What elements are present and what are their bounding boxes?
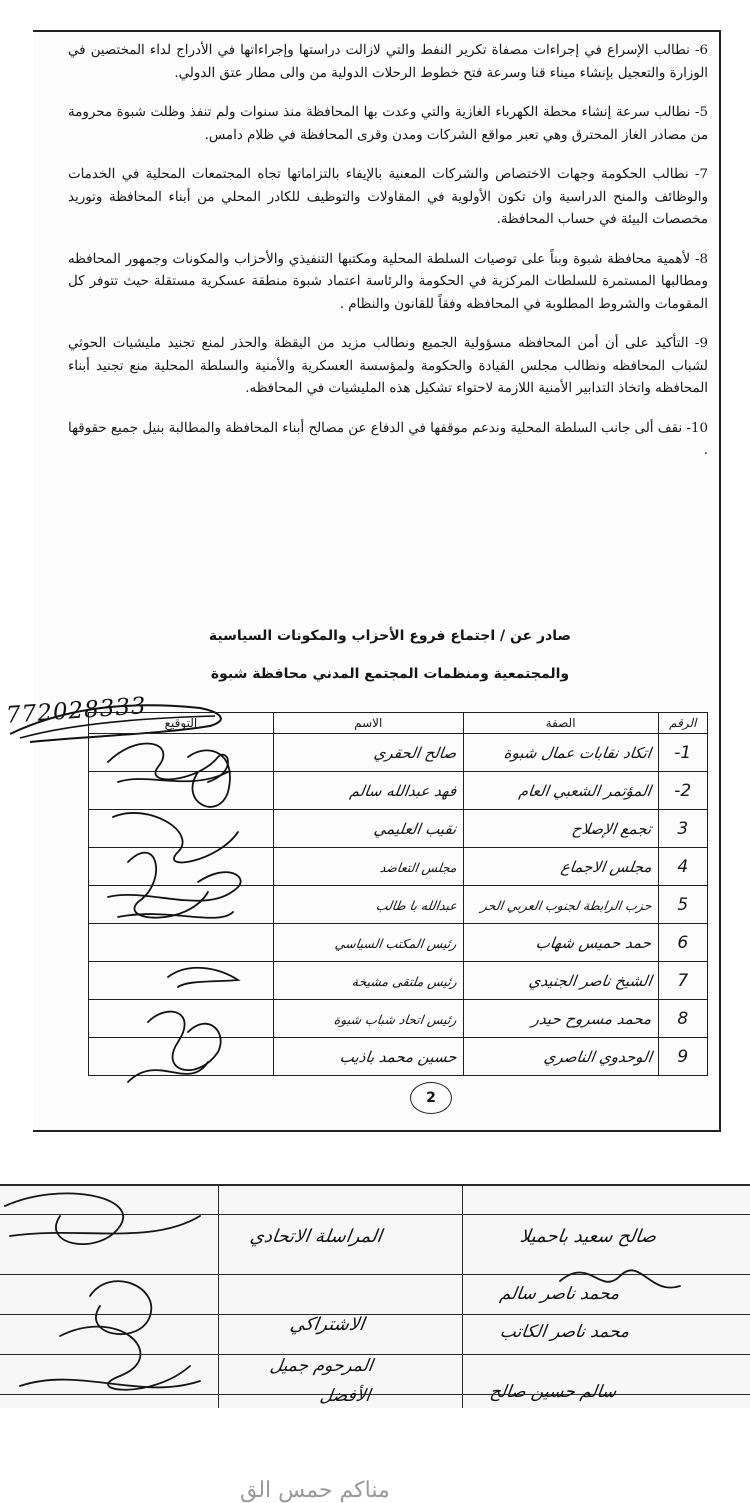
paragraph-7: 7- نطالب الحكومة وجهات الاختصاص والشركات المعنية بالإيفاء بالتزاماتها تجاه المجتمعات المحلية في الخدمات والوظائف والمنح الدراسية وان تكون الأولوية في المقاولات والتوظيف للكادر المحلي من أبناء المحافظة وتوريد مخصصات البيئة في حساب المحافظة. xyxy=(68,167,708,227)
handwritten-number: 772028333 xyxy=(5,693,148,729)
header-number: الرقم xyxy=(658,713,707,734)
row-role: حزب الرابطة لجنوب العربي الحر xyxy=(463,886,658,924)
row-role: الشيخ ناصر الجنيدي xyxy=(463,962,658,1000)
row-name: مجلس التعاضد xyxy=(273,848,463,886)
table-line xyxy=(0,1394,750,1395)
row-number: 2- xyxy=(658,772,707,810)
issued-by-block xyxy=(150,617,630,693)
paragraph-5: 5- نطالب سرعة إنشاء محطة الكهرباء الغازية والتي وعدت بها المحافظة منذ سنوات ولم تنفذ وظلت شبوة محرومة من مصادر الغاز المحترق وهي تعبر مواقع الشركات ومدن وقرى المحافظة في ظلام دامس. xyxy=(68,105,708,143)
document-body xyxy=(68,40,708,480)
table-row xyxy=(89,772,708,810)
row-name: رئيس المكتب السياسي xyxy=(273,924,463,962)
row-signature xyxy=(89,734,274,772)
row-role: تجمع الإصلاح xyxy=(463,810,658,848)
table-row xyxy=(89,810,708,848)
row-signature xyxy=(89,848,274,886)
table-row xyxy=(89,848,708,886)
issued-by-line-1: صادر عن / اجتماع فروع الأحزاب والمكونات السياسية xyxy=(208,628,572,644)
page2-row-right: سالم حسين صالح xyxy=(488,1382,618,1402)
row-name: صالح الحقري xyxy=(273,734,463,772)
table-line xyxy=(0,1314,750,1315)
row-role: اتكاد نقابات عمال شبوة xyxy=(463,734,658,772)
second-page-fragment xyxy=(0,1184,750,1410)
row-number: 1- xyxy=(658,734,707,772)
page2-row-right: محمد ناصر الكاتب xyxy=(498,1322,631,1342)
row-signature xyxy=(89,886,274,924)
row-name: رئيس اتحاد شباب شبوة xyxy=(273,1000,463,1038)
row-signature xyxy=(89,962,274,1000)
page2-row-left: المرحوم جميل xyxy=(268,1356,375,1376)
row-number: 8 xyxy=(658,1000,707,1038)
table-line xyxy=(0,1214,750,1215)
row-name: حسين محمد باذيب xyxy=(273,1038,463,1076)
table-row xyxy=(89,886,708,924)
row-signature xyxy=(89,772,274,810)
table-line xyxy=(462,1186,463,1410)
row-name: فهد عبدالله سالم xyxy=(273,772,463,810)
header-name: الاسم xyxy=(273,713,463,734)
page2-row-left: الأفضل xyxy=(318,1386,372,1406)
page2-signature-scribbles xyxy=(0,1186,750,1410)
table-row xyxy=(89,962,708,1000)
header-signature: التوقيع xyxy=(89,713,274,734)
row-signature xyxy=(89,1000,274,1038)
paragraph-8: 8- لأهمية محافظة شبوة وبناً على توصيات السلطة المحلية ومكتبها التنفيذي والأحزاب والمكونات وجمهور المحافظه ومطالبها المستمرة للسلطات المركزية في الحكومة والرئاسة اعتماد شبوة منطقة عسكرية مستقلة حيث تتوفر كل المقومات والشروط المطلوبة في المحافظه وفقاً للقانون والنظام . xyxy=(68,251,708,312)
paragraph-9: 9- التأكيد على أن أمن المحافظه مسؤولية الجميع ونطالب مزيد من اليقظة والحذر لمنع تجنيد مليشيات الحوثي لشباب المحافظه ونطالب مجلس القيادة والحكومة ولمؤسسة العسكرية والأمنية والسلطة المحلية منع تجنيد أبناء المحافظه واتخاذ التدابير الأمنية اللازمة لاحتواء تشكيل هذه المليشيات في المحافظه. xyxy=(68,336,708,396)
table-line xyxy=(0,1354,750,1355)
row-role: محمد مسروح حيدر xyxy=(463,1000,658,1038)
header-role: الصفة xyxy=(463,713,658,734)
row-role: المؤتمر الشعبي العام xyxy=(463,772,658,810)
row-role: مجلس الاجماع xyxy=(463,848,658,886)
paragraph-10: 10- نقف ألى جانب السلطة المحلية وندعم موقفها في الدفاع عن مصالح أبناء المحافظة والمطالبة بنيل جميع حقوقها . xyxy=(68,420,708,458)
page2-row-left: المراسلة الاتحادي xyxy=(248,1226,384,1247)
row-signature xyxy=(89,924,274,962)
row-number: 4 xyxy=(658,848,707,886)
row-name: نقيب العليمي xyxy=(273,810,463,848)
table-line xyxy=(0,1274,750,1275)
row-role: حمد حميس شهاب xyxy=(463,924,658,962)
cut-off-text: مناكم حمس الق xyxy=(240,1478,390,1503)
page2-row-right: صالح سعيد باحميلا xyxy=(518,1226,658,1247)
table-line xyxy=(218,1186,219,1410)
row-signature xyxy=(89,810,274,848)
table-row xyxy=(89,1038,708,1076)
page2-row-left: الاشتراكي xyxy=(288,1314,366,1335)
signatures-table xyxy=(88,712,708,1076)
row-number: 7 xyxy=(658,962,707,1000)
table-row xyxy=(89,924,708,962)
table-row xyxy=(89,1000,708,1038)
row-number: 3 xyxy=(658,810,707,848)
row-name: رئيس ملتقى مشيخة xyxy=(273,962,463,1000)
table-header-row xyxy=(89,713,708,734)
page2-row-right: محمد ناصر سالم xyxy=(498,1284,621,1304)
row-number: 9 xyxy=(658,1038,707,1076)
page-gap xyxy=(0,1132,750,1184)
issued-by-line-2: والمجتمعية ومنظمات المجتمع المدني محافظة شبوة xyxy=(210,666,570,682)
table-row xyxy=(89,734,708,772)
row-name: عبدالله با طالب xyxy=(273,886,463,924)
page-number-badge: 2 xyxy=(410,1082,452,1114)
row-role: الوحدوي الناصري xyxy=(463,1038,658,1076)
paragraph-6: 6- نطالب الإسراع في إجراءات مصفاة تكرير النفط والتي لازالت دراستها وإجراءاتها في الأدراج لداء المختصين في الوزارة والتعجيل بإنشاء ميناء قنا وسرعة فتح خطوط الرحلات الدولية من والى مطار عتق الدولي. xyxy=(68,43,708,81)
row-number: 5 xyxy=(658,886,707,924)
row-signature xyxy=(89,1038,274,1076)
row-number: 6 xyxy=(658,924,707,962)
